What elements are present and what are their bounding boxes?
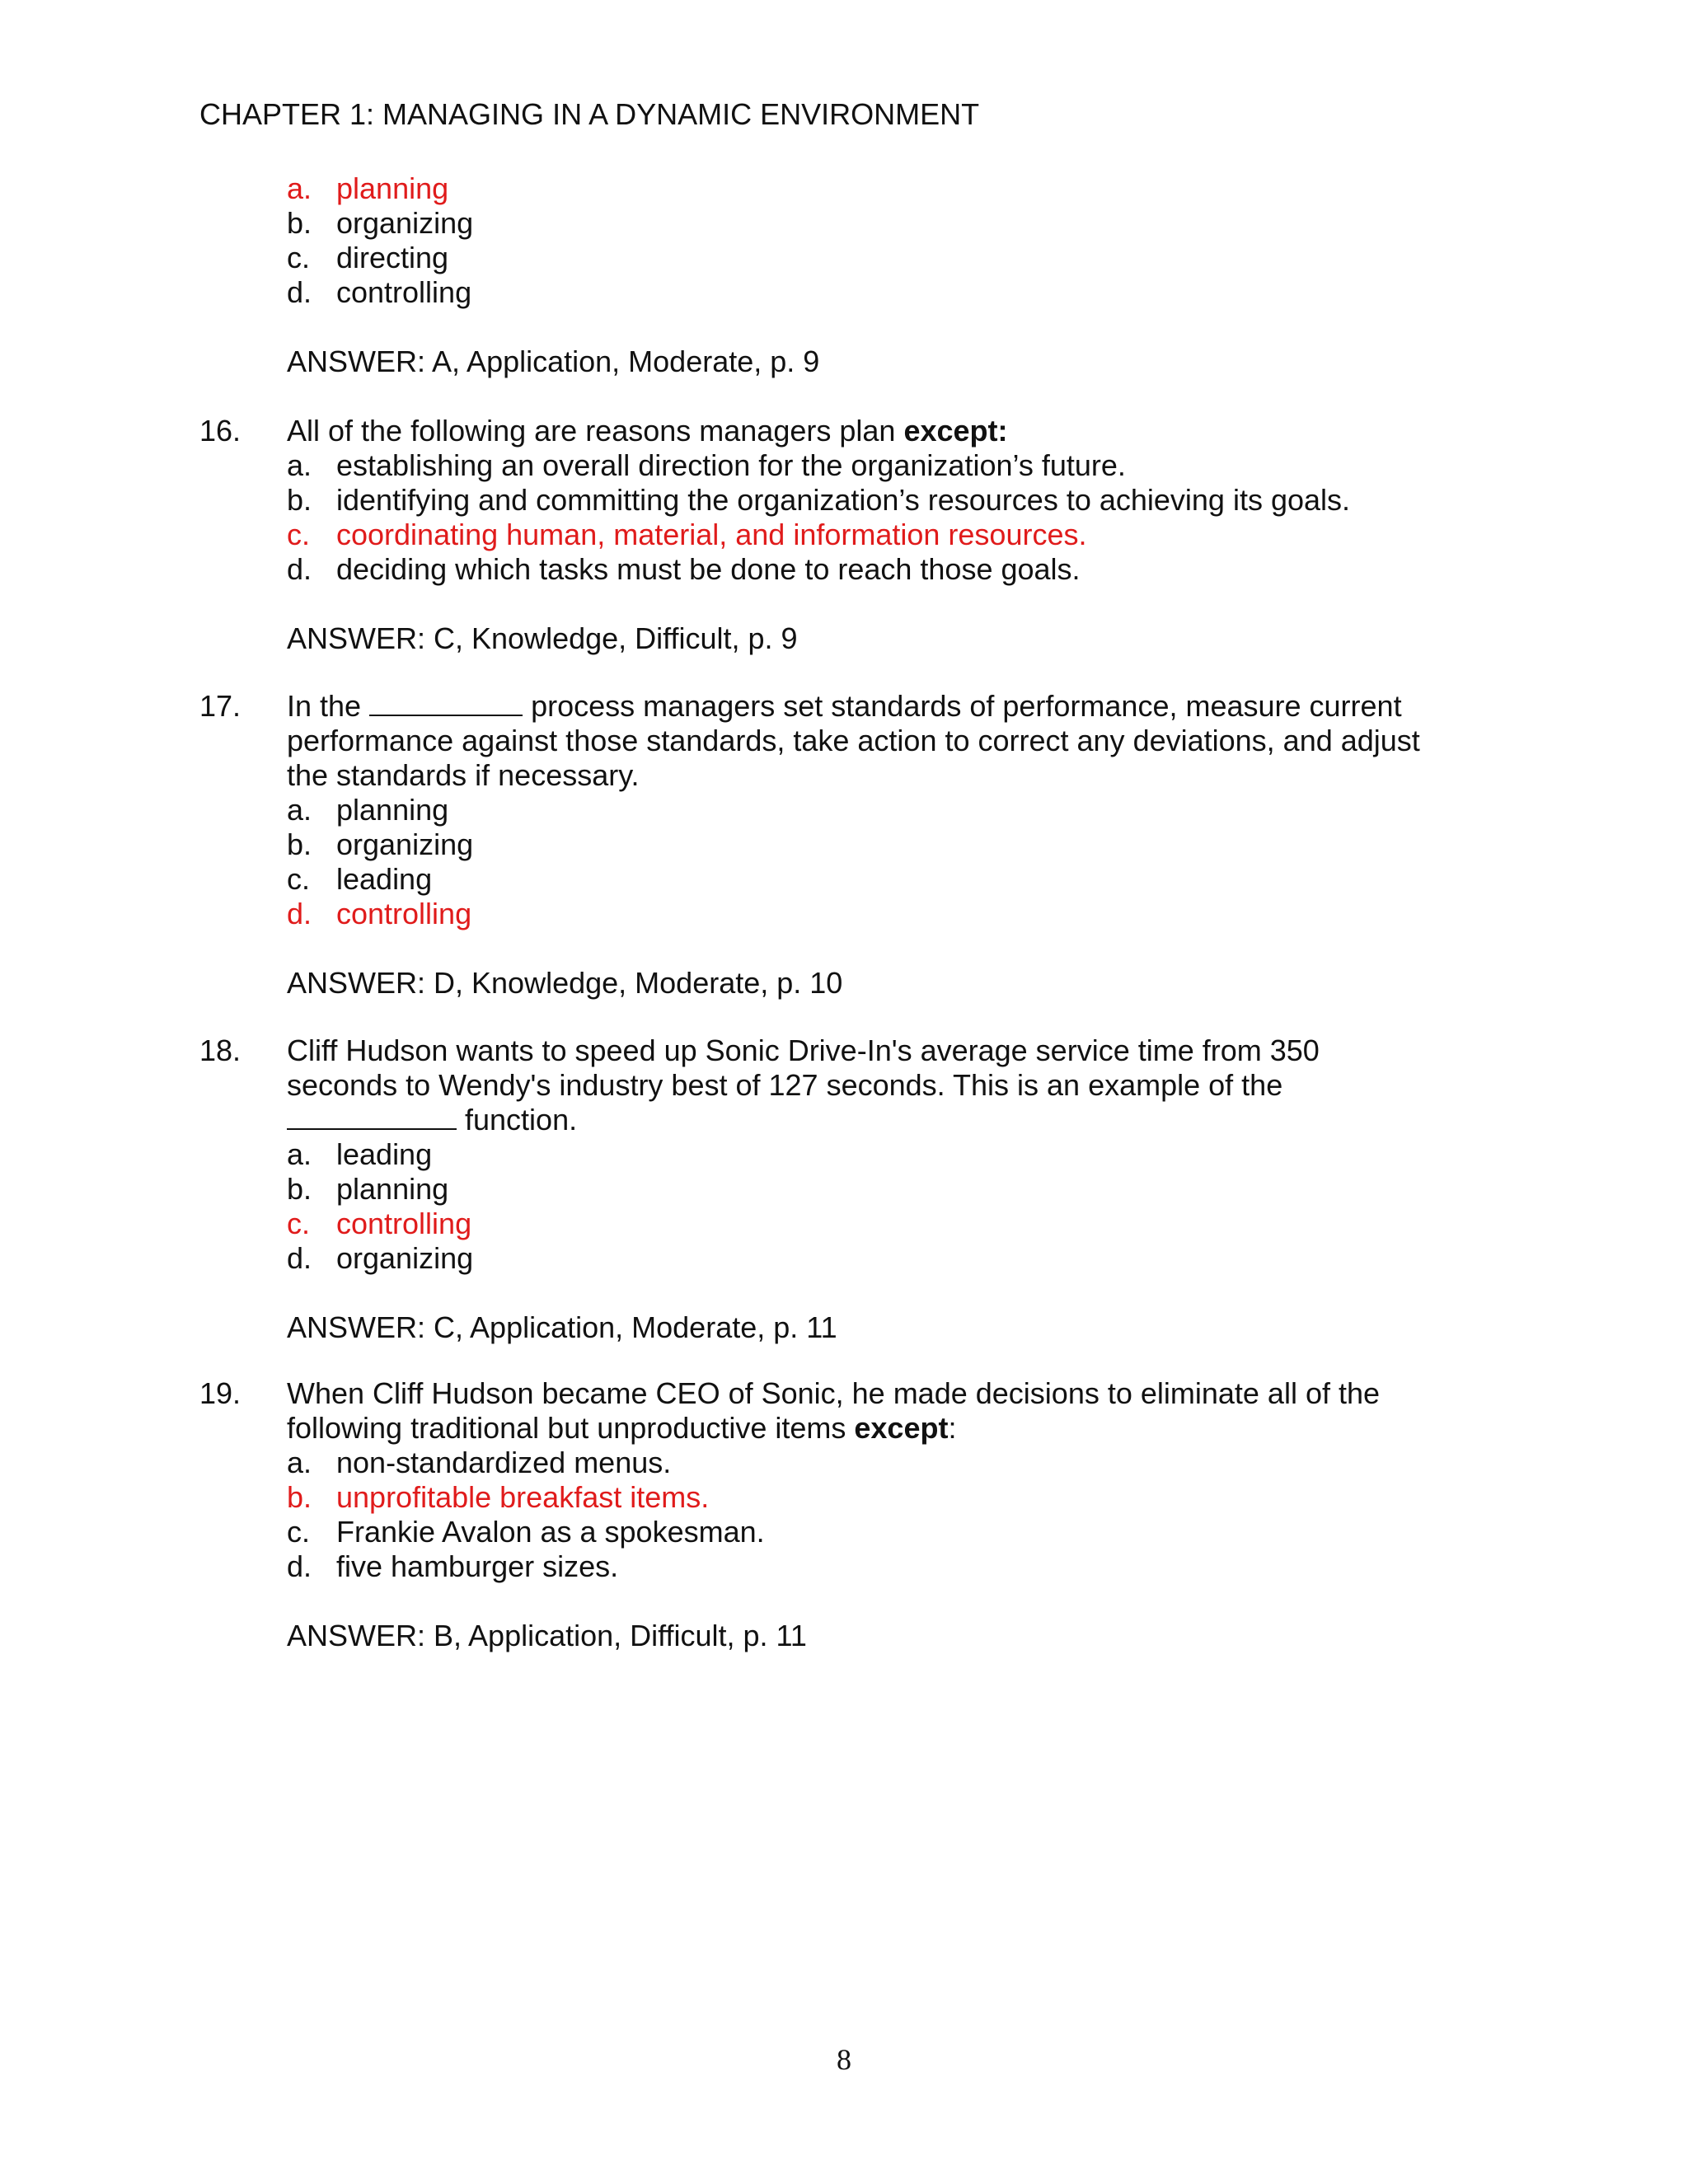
question-body: [287, 414, 1540, 656]
option-text: deciding which tasks must be done to reach those goals.: [336, 552, 1081, 586]
option-c: [287, 241, 1523, 275]
stem-text: function.: [457, 1103, 578, 1137]
option-text: planning: [336, 1172, 449, 1206]
option-text: planning: [336, 793, 449, 827]
stem-emphasis: except:: [903, 414, 1008, 448]
option-letter: d.: [287, 275, 312, 309]
options-list: [287, 1446, 1540, 1584]
option-letter: b.: [287, 483, 312, 517]
page-number: 8: [837, 2043, 851, 2076]
option-text: coordinating human, material, and information resources.: [336, 518, 1087, 551]
option-a: [287, 448, 1540, 483]
option-c: [287, 1515, 1540, 1549]
question-number: 17.: [199, 689, 241, 723]
option-text: controlling: [336, 275, 472, 309]
stem-line: [287, 1411, 1540, 1446]
stem-text: following traditional but unproductive items: [287, 1411, 855, 1445]
option-text: five hamburger sizes.: [336, 1549, 619, 1583]
option-d: [287, 1549, 1540, 1584]
question-stem: [287, 1376, 1540, 1446]
option-text: organizing: [336, 827, 474, 861]
options-list: [287, 1137, 1540, 1276]
option-c: [287, 862, 1540, 897]
question-number: 18.: [199, 1033, 241, 1067]
option-letter: b.: [287, 1172, 312, 1206]
option-letter: a.: [287, 171, 312, 205]
option-b: [287, 827, 1540, 862]
stem-line: [287, 689, 1540, 724]
answer-line: ANSWER: D, Knowledge, Moderate, p. 10: [287, 966, 843, 1000]
option-d: [287, 275, 1523, 310]
answer-line: ANSWER: B, Application, Difficult, p. 11: [287, 1619, 807, 1652]
option-b: [287, 483, 1540, 518]
option-c: [287, 1207, 1540, 1241]
option-letter: a.: [287, 1446, 312, 1479]
question-15-continued: [287, 171, 1523, 379]
stem-line: [287, 1103, 1540, 1137]
option-b: [287, 206, 1523, 241]
options-list: [287, 793, 1540, 931]
stem-line: When Cliff Hudson became CEO of Sonic, he made decisions to eliminate all of the: [287, 1376, 1381, 1410]
option-a: [287, 1137, 1540, 1172]
option-letter: c.: [287, 862, 311, 896]
stem-line: Cliff Hudson wants to speed up Sonic Drive-In's average service time from 350: [287, 1033, 1320, 1067]
option-letter: d.: [287, 897, 312, 930]
question-stem: [287, 414, 1540, 448]
option-b: [287, 1172, 1540, 1207]
option-a: [287, 793, 1540, 827]
option-letter: d.: [287, 1241, 312, 1275]
option-text: non-standardized menus.: [336, 1446, 672, 1479]
option-a: [287, 1446, 1540, 1480]
option-letter: c.: [287, 518, 311, 551]
option-letter: b.: [287, 206, 312, 240]
option-text: Frankie Avalon as a spokesman.: [336, 1515, 765, 1549]
answer-line: ANSWER: A, Application, Moderate, p. 9: [287, 344, 820, 378]
question-body: [287, 689, 1540, 1001]
question-stem: [287, 1033, 1540, 1137]
option-text: directing: [336, 241, 449, 274]
stem-text: :: [948, 1411, 957, 1445]
option-text: unprofitable breakfast items.: [336, 1480, 710, 1514]
option-letter: a.: [287, 1137, 312, 1171]
option-text: controlling: [336, 897, 472, 930]
option-letter: b.: [287, 1480, 312, 1514]
option-text: controlling: [336, 1207, 472, 1240]
option-d: [287, 552, 1540, 587]
question-number: 16.: [199, 414, 241, 448]
fill-in-blank: [287, 1104, 457, 1130]
option-text: planning: [336, 171, 449, 205]
option-letter: c.: [287, 1207, 311, 1240]
option-letter: c.: [287, 241, 311, 274]
options-list: [287, 448, 1540, 587]
answer-line: ANSWER: C, Application, Moderate, p. 11: [287, 1310, 837, 1344]
option-d: [287, 897, 1540, 931]
option-text: establishing an overall direction for the organization’s future.: [336, 448, 1126, 482]
option-text: leading: [336, 1137, 433, 1171]
chapter-header: CHAPTER 1: MANAGING IN A DYNAMIC ENVIRONMENT: [199, 97, 980, 131]
stem-text: process managers set standards of performance, measure current: [523, 689, 1402, 723]
option-letter: a.: [287, 448, 312, 482]
option-text: identifying and committing the organization’s resources to achieving its goals.: [336, 483, 1351, 517]
option-d: [287, 1241, 1540, 1276]
stem-line: seconds to Wendy's industry best of 127 seconds. This is an example of the: [287, 1068, 1283, 1102]
stem-text: All of the following are reasons managers plan: [287, 414, 904, 448]
option-text: organizing: [336, 206, 474, 240]
question-body: [287, 1033, 1540, 1345]
option-c: [287, 518, 1540, 552]
options-list: [287, 171, 1523, 310]
option-b: [287, 1480, 1540, 1515]
answer-line: ANSWER: C, Knowledge, Difficult, p. 9: [287, 621, 798, 655]
stem-text: In the: [287, 689, 370, 723]
fill-in-blank: [369, 690, 523, 716]
option-text: leading: [336, 862, 433, 896]
option-letter: b.: [287, 827, 312, 861]
option-letter: a.: [287, 793, 312, 827]
option-letter: d.: [287, 552, 312, 586]
stem-line: the standards if necessary.: [287, 758, 640, 792]
stem-emphasis: except: [854, 1411, 949, 1445]
option-letter: d.: [287, 1549, 312, 1583]
question-stem: [287, 689, 1540, 793]
question-body: [287, 1376, 1540, 1653]
option-text: organizing: [336, 1241, 474, 1275]
option-letter: c.: [287, 1515, 311, 1549]
stem-line: performance against those standards, take action to correct any deviations, and adjust: [287, 724, 1420, 757]
option-a: [287, 171, 1523, 206]
question-number: 19.: [199, 1376, 241, 1410]
